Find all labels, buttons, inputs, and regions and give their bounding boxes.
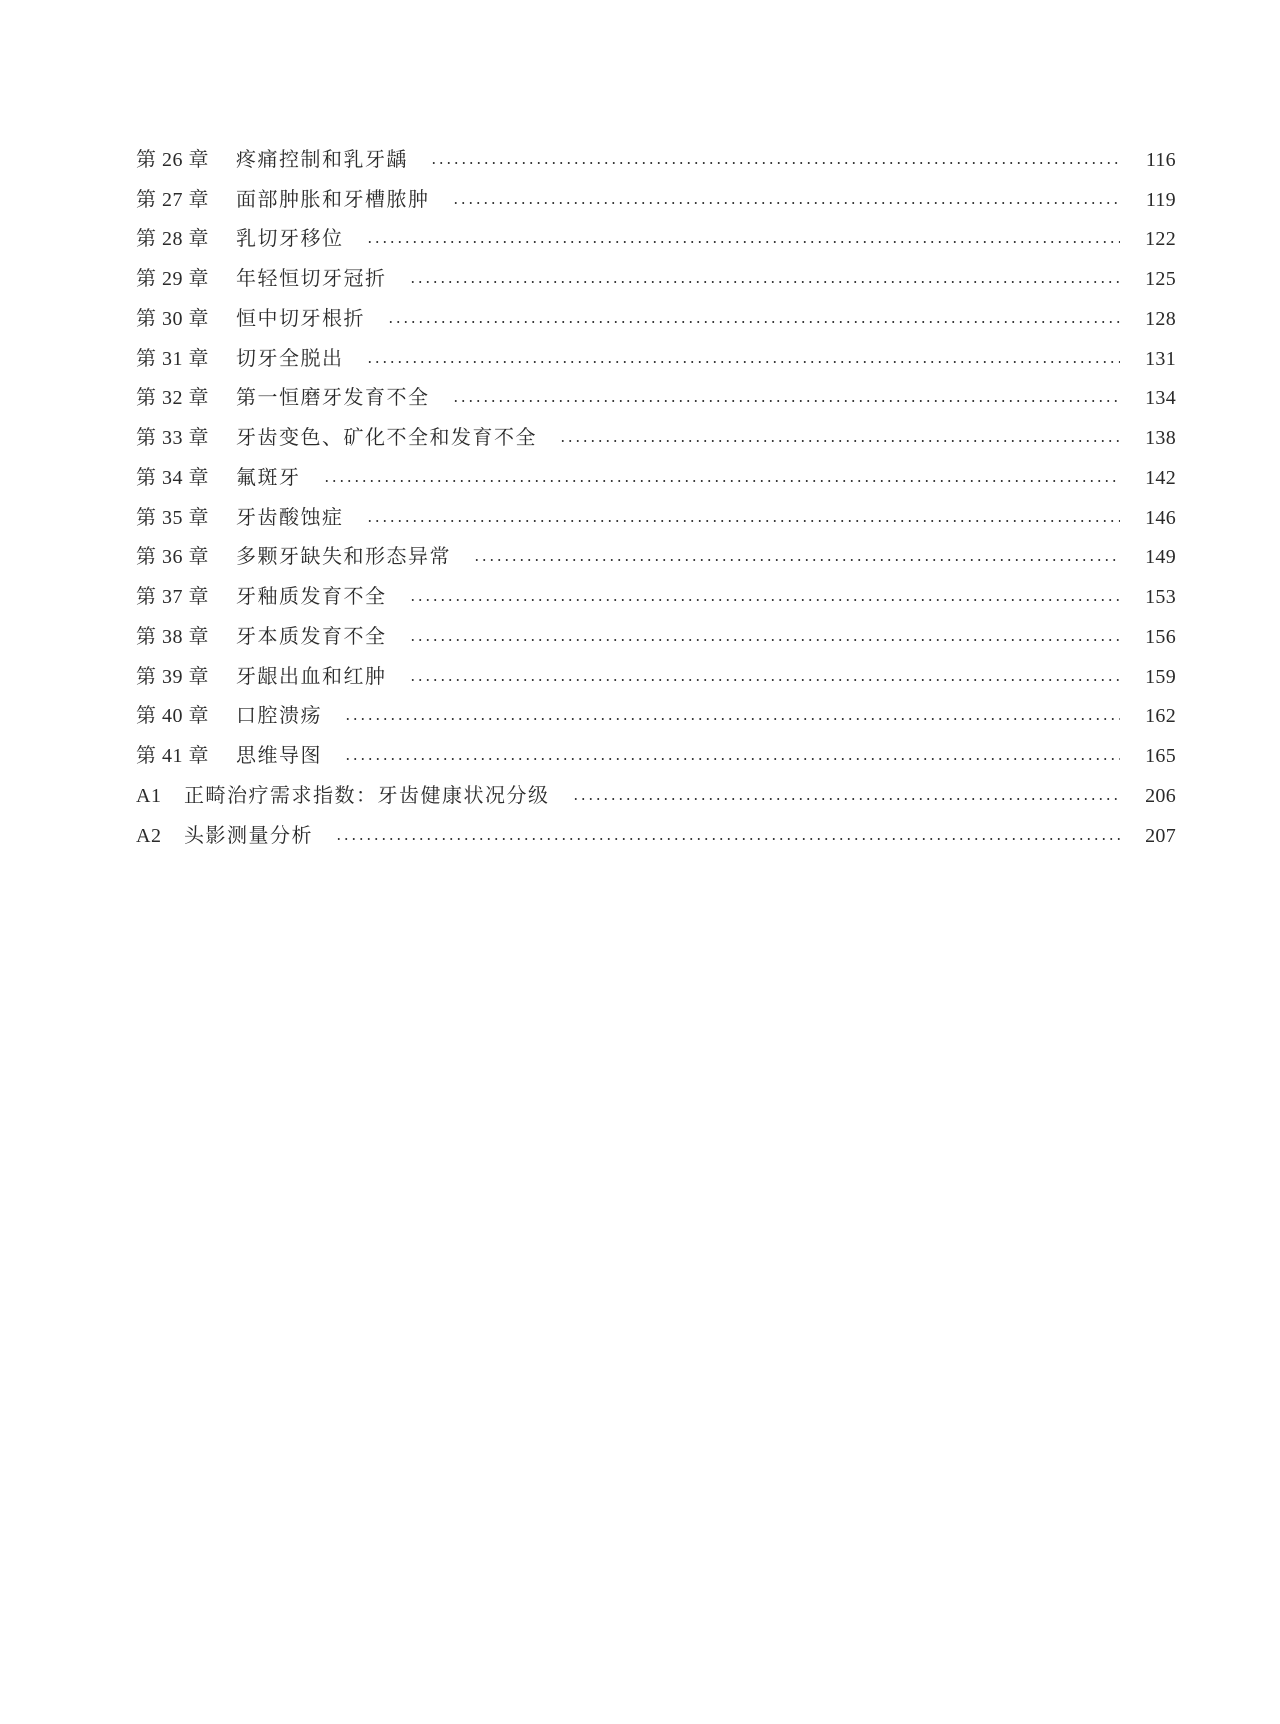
page-number: 146	[1145, 506, 1176, 529]
toc-entry-chapter-36[interactable]	[136, 538, 1176, 578]
chapter-title: 恒中切牙根折	[236, 307, 365, 330]
chapter-number: 第 41 章	[136, 745, 209, 768]
chapter-number: 第 37 章	[136, 586, 209, 609]
page-number: 162	[1145, 705, 1176, 728]
chapter-number: 第 26 章	[136, 148, 209, 171]
chapter-title: 多颗牙缺失和形态异常	[236, 546, 451, 569]
toc-entry-chapter-41[interactable]	[136, 736, 1176, 776]
chapter-title: 第一恒磨牙发育不全	[236, 387, 430, 410]
table-of-contents	[136, 140, 1176, 856]
chapter-title: 乳切牙移位	[236, 228, 344, 251]
dot-leader	[366, 241, 1121, 243]
chapter-number: 第 34 章	[136, 466, 209, 489]
chapter-title: 口腔溃疡	[236, 705, 322, 728]
dot-leader	[344, 758, 1120, 760]
chapter-number: 第 31 章	[136, 347, 209, 370]
chapter-number: 第 36 章	[136, 546, 209, 569]
dot-leader	[387, 321, 1120, 323]
chapter-title: 牙齿变色、矿化不全和发育不全	[236, 427, 537, 450]
chapter-number: 第 35 章	[136, 506, 209, 529]
toc-entry-chapter-26[interactable]	[136, 140, 1176, 180]
dot-leader	[323, 480, 1121, 482]
page-number: 156	[1145, 625, 1176, 648]
chapter-number: 第 32 章	[136, 387, 209, 410]
chapter-number: 第 40 章	[136, 705, 209, 728]
dot-leader	[366, 361, 1121, 363]
appendix-number: A1	[136, 784, 162, 807]
dot-leader	[559, 440, 1120, 442]
page-number: 125	[1145, 268, 1176, 291]
toc-entry-chapter-30[interactable]	[136, 299, 1176, 339]
toc-entry-chapter-29[interactable]	[136, 259, 1176, 299]
page-number: 142	[1145, 466, 1176, 489]
dot-leader	[409, 281, 1121, 283]
dot-leader	[430, 162, 1120, 164]
toc-entry-chapter-34[interactable]	[136, 458, 1176, 498]
page-number: 206	[1145, 784, 1176, 807]
page-number: 128	[1145, 307, 1176, 330]
dot-leader	[409, 679, 1121, 681]
chapter-title: 面部肿胀和牙槽脓肿	[236, 188, 430, 211]
appendix-title: 头影测量分析	[184, 824, 313, 847]
chapter-title: 牙龈出血和红肿	[236, 665, 387, 688]
chapter-number: 第 29 章	[136, 268, 209, 291]
chapter-number: 第 38 章	[136, 625, 209, 648]
page-number: 138	[1145, 427, 1176, 450]
dot-leader	[473, 559, 1120, 561]
toc-entry-chapter-33[interactable]	[136, 418, 1176, 458]
page-number: 165	[1145, 745, 1176, 768]
page-number: 207	[1145, 824, 1176, 847]
chapter-title: 年轻恒切牙冠折	[236, 268, 387, 291]
toc-entry-chapter-38[interactable]	[136, 617, 1176, 657]
page-number: 149	[1145, 546, 1176, 569]
chapter-number: 第 28 章	[136, 228, 209, 251]
dot-leader	[366, 520, 1121, 522]
dot-leader	[409, 639, 1121, 641]
chapter-title: 牙釉质发育不全	[236, 586, 387, 609]
page-number: 159	[1145, 665, 1176, 688]
page-number: 122	[1145, 228, 1176, 251]
toc-entry-appendix-a1[interactable]	[136, 776, 1176, 816]
toc-entry-chapter-28[interactable]	[136, 220, 1176, 260]
toc-entry-chapter-37[interactable]	[136, 577, 1176, 617]
appendix-title: 正畸治疗需求指数：牙齿健康状况分级	[184, 784, 550, 807]
chapter-title: 疼痛控制和乳牙龋	[236, 148, 408, 171]
chapter-title: 思维导图	[236, 745, 322, 768]
toc-entry-chapter-39[interactable]	[136, 657, 1176, 697]
page-number: 134	[1145, 387, 1176, 410]
chapter-number: 第 33 章	[136, 427, 209, 450]
dot-leader	[572, 798, 1121, 800]
appendix-number: A2	[136, 824, 162, 847]
toc-entry-appendix-a2[interactable]	[136, 816, 1176, 856]
dot-leader	[344, 718, 1120, 720]
toc-entry-chapter-27[interactable]	[136, 180, 1176, 220]
chapter-title: 牙本质发育不全	[236, 625, 387, 648]
toc-entry-chapter-32[interactable]	[136, 379, 1176, 419]
dot-leader	[452, 400, 1121, 402]
toc-entry-chapter-40[interactable]	[136, 697, 1176, 737]
chapter-number: 第 39 章	[136, 665, 209, 688]
dot-leader	[452, 202, 1121, 204]
chapter-title: 切牙全脱出	[236, 347, 344, 370]
page-number: 116	[1145, 148, 1176, 171]
chapter-number: 第 27 章	[136, 188, 209, 211]
chapter-title: 氟斑牙	[236, 466, 301, 489]
toc-entry-chapter-35[interactable]	[136, 498, 1176, 538]
toc-entry-chapter-31[interactable]	[136, 339, 1176, 379]
dot-leader	[335, 838, 1120, 840]
page-number: 131	[1145, 347, 1176, 370]
page-number: 153	[1145, 586, 1176, 609]
dot-leader	[409, 599, 1121, 601]
page-number: 119	[1145, 188, 1176, 211]
chapter-number: 第 30 章	[136, 307, 209, 330]
chapter-title: 牙齿酸蚀症	[236, 506, 344, 529]
